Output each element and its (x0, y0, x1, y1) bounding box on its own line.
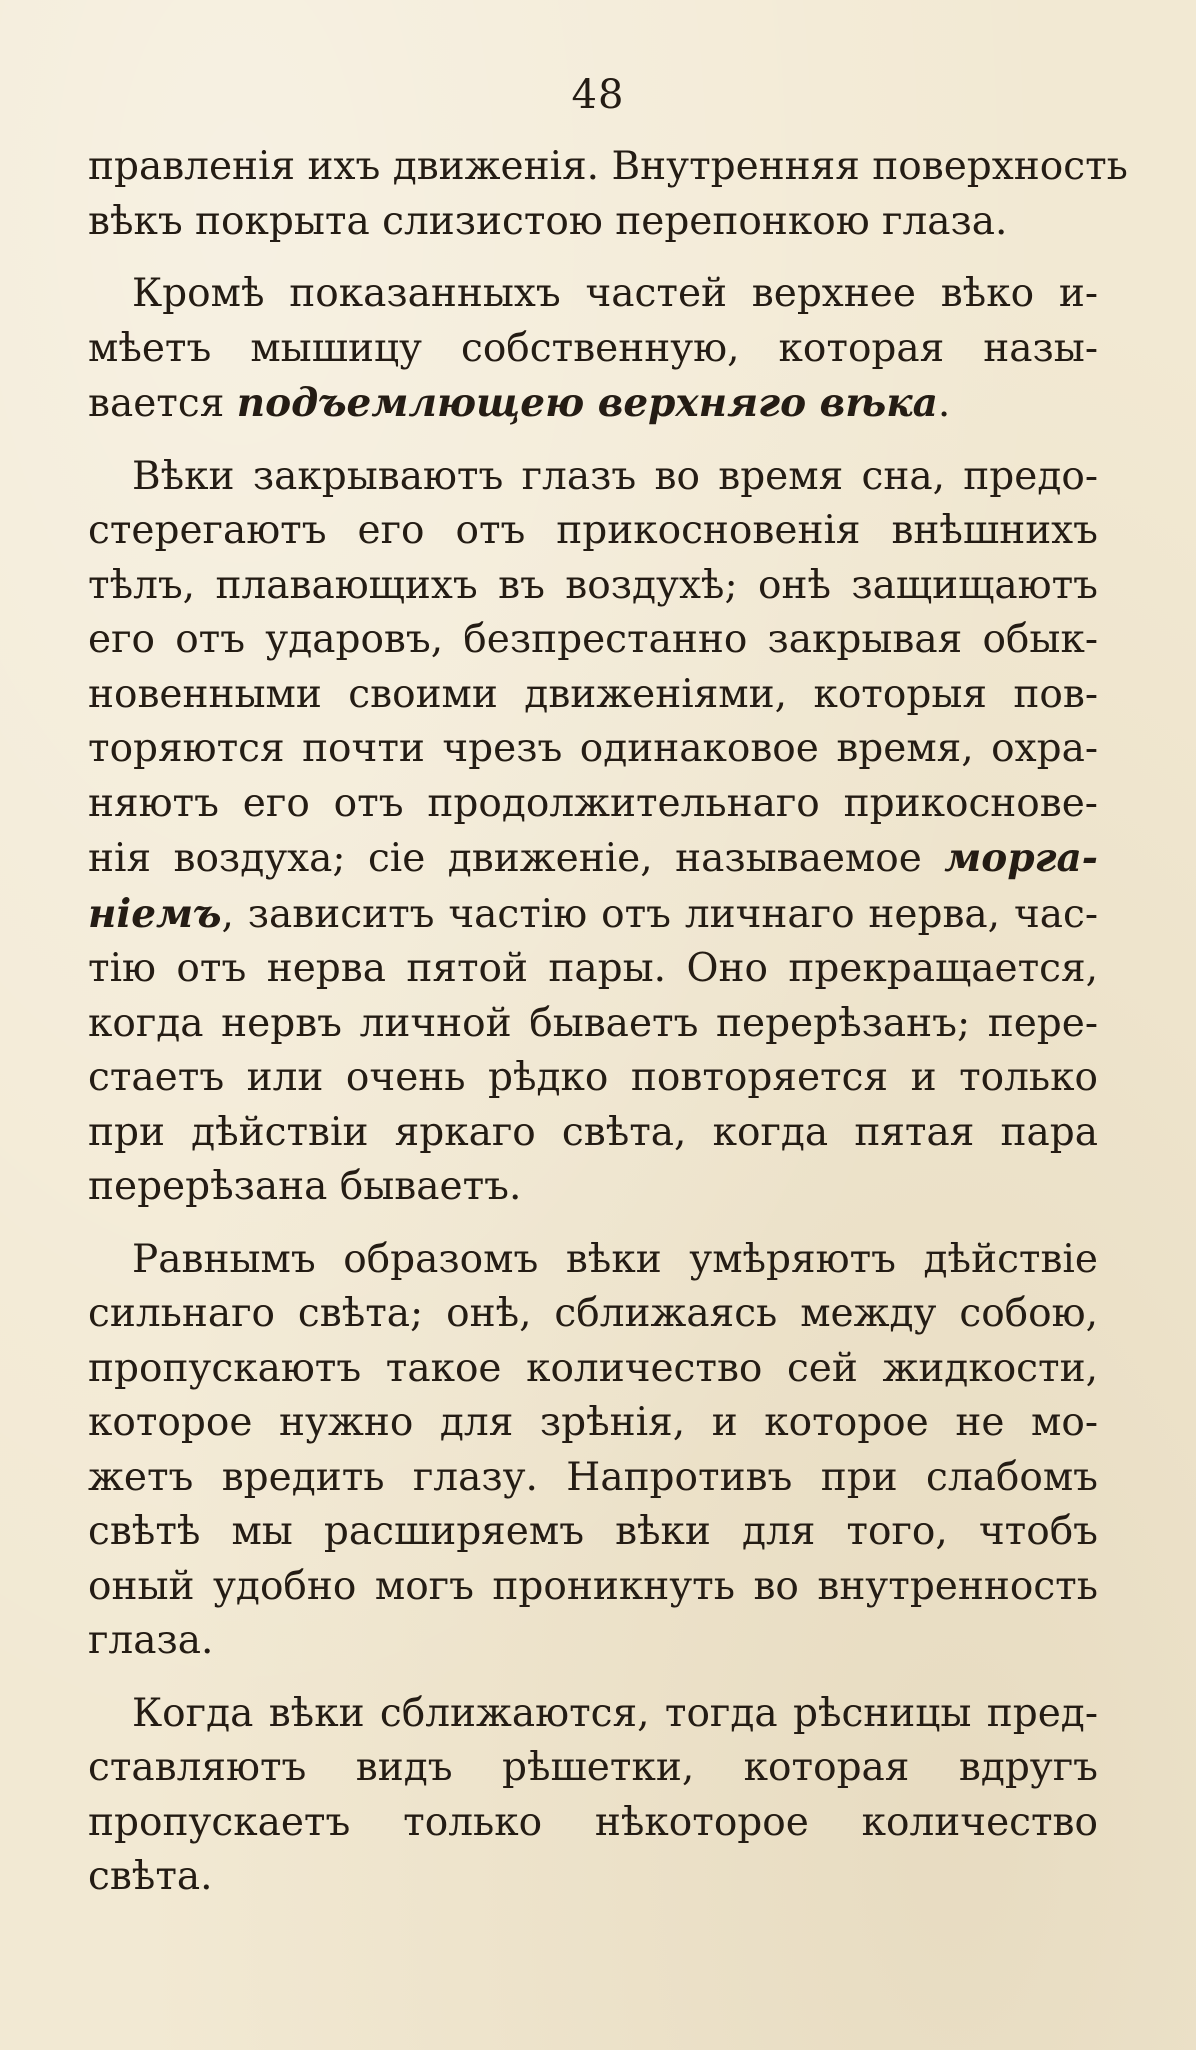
text-fragment: . (937, 381, 951, 426)
text-line: которое нужно для зрѣнія, и которое не мо- (88, 1400, 1098, 1445)
text-line: торяются почти чрезъ одинаковое время, охра- (88, 726, 1098, 771)
text-line: стаетъ или очень рѣдко повторяется и только (88, 1055, 1098, 1100)
text-line: стерегаютъ его отъ прикосновенія внѣшнихъ (88, 508, 1098, 553)
paragraph-5 (88, 1687, 1098, 1905)
text-line: Когда вѣки сближаются, тогда рѣсницы пред- (132, 1690, 1098, 1736)
body-text (88, 140, 1128, 1905)
text-line: его отъ ударовъ, безпрестанно закрывая обык- (88, 617, 1098, 662)
text-line (88, 831, 1098, 887)
text-line: свѣтѣ мы расширяемъ вѣки для того, чтобъ (88, 1509, 1098, 1554)
text-line: оный удобно могъ проникнуть во внутренность (88, 1563, 1098, 1609)
paragraph-4 (88, 1233, 1098, 1669)
text-line: свѣта. (88, 1854, 213, 1899)
emphasized-term: подъемлющею верхняго вѣка (236, 380, 938, 426)
text-line: Равнымъ образомъ вѣки умѣряютъ дѣйствіе (132, 1236, 1098, 1282)
emphasized-term: морга- (944, 835, 1098, 881)
text-line: когда нервъ личной бываетъ перерѣзанъ; пере- (88, 1000, 1098, 1046)
page-number: 48 (571, 72, 625, 118)
text-line: перерѣзана бываетъ. (88, 1164, 522, 1209)
text-line: пропускаетъ только нѣкоторое количество (88, 1799, 1098, 1845)
text-line: при дѣйствіи яркаго свѣта, когда пятая пара (88, 1109, 1098, 1155)
text-line: правленія ихъ движенія. Внутренняя поверхность (88, 144, 1128, 189)
text-line: Вѣки закрываютъ глазъ во время сна, предо- (132, 453, 1098, 499)
text-line: мѣетъ мышицу собственную, которая назы- (88, 325, 1098, 371)
text-line (88, 887, 1098, 943)
text-fragment: нія воздуха; сіе движеніе, называемое (88, 836, 945, 881)
paragraph-3 (88, 450, 1098, 1215)
text-line: сильнаго свѣта; онѣ, сближаясь между собою, (88, 1291, 1098, 1336)
text-line: тію отъ нерва пятой пары. Оно прекращается, (88, 946, 1098, 991)
text-fragment: вается (88, 381, 237, 426)
paragraph-1 (88, 140, 1128, 249)
text-line (88, 376, 1098, 432)
text-line: глаза. (88, 1618, 214, 1663)
text-line: новенными своими движеніями, которыя пов- (88, 671, 1098, 717)
text-line: жетъ вредить глазу. Напротивъ при слабомъ (88, 1454, 1098, 1500)
text-line: тѣлъ, плавающихъ въ воздухѣ; онѣ защищаютъ (88, 562, 1098, 608)
emphasized-term: ніемъ (88, 890, 222, 937)
paragraph-2 (88, 267, 1098, 432)
text-line: вѣкъ покрыта слизистою перепонкою глаза. (88, 198, 1008, 244)
text-fragment: , зависитъ частію отъ личнаго нерва, час- (221, 891, 1098, 937)
text-line: ставляютъ видъ рѣшетки, которая вдругъ (88, 1745, 1098, 1790)
text-line: Кромѣ показанныхъ частей верхнее вѣко и- (132, 271, 1098, 316)
text-line: пропускаютъ такое количество сей жидкости, (88, 1345, 1098, 1391)
text-line: няютъ его отъ продолжительнаго прикоснове- (88, 780, 1098, 826)
